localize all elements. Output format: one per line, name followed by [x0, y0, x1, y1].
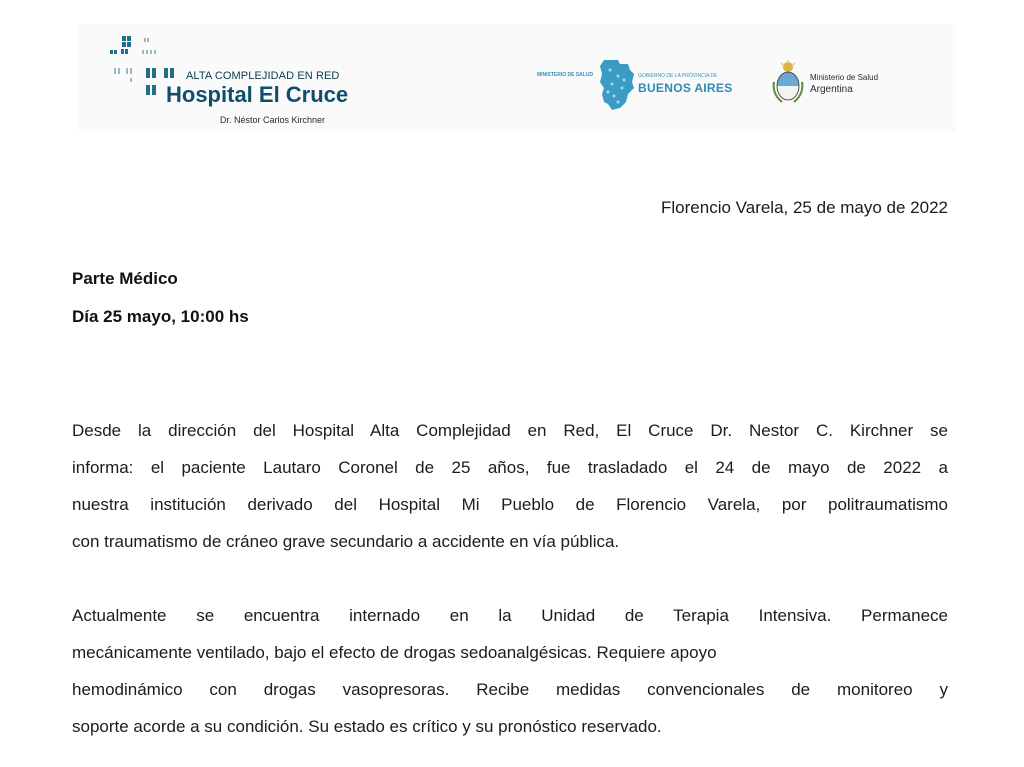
paragraph-admission	[72, 412, 948, 560]
hospital-name: Hospital El Cruce	[166, 82, 349, 107]
paragraph-line: hemodinámico con drogas vasopresoras. Recibe medidas convencionales de monitoreo y	[72, 680, 948, 699]
nation-country: Argentina	[810, 84, 853, 95]
letter-date: Florencio Varela, 25 de mayo de 2022	[661, 198, 948, 217]
letter-subtitle: Día 25 mayo, 10:00 hs	[72, 307, 249, 326]
hospital-dedication: Dr. Néstor Carlos Kirchner	[220, 115, 326, 125]
paragraph-line: Desde la dirección del Hospital Alta Complejidad en Red, El Cruce Dr. Nestor C. Kirchner se	[72, 421, 948, 440]
paragraph-line: mecánicamente ventilado, bajo el efecto de drogas sedoanalgésicas. Requiere apoyo	[72, 643, 717, 662]
paragraph-line: con traumatismo de cráneo grave secundario a accidente en vía pública.	[72, 532, 620, 551]
paragraph-line: soporte acorde a su condición. Su estado es crítico y su pronóstico reservado.	[72, 717, 662, 736]
province-name: BUENOS AIRES	[638, 81, 733, 95]
letter-title: Parte Médico	[72, 269, 178, 288]
hospital-logo	[104, 30, 374, 130]
province-government: GOBIERNO DE LA PROVINCIA DE	[638, 73, 718, 79]
paragraph-line: nuestra institución derivado del Hospital Mi Pueblo de Florencio Varela, por politraumatismo	[72, 495, 948, 514]
paragraph-condition	[72, 597, 948, 745]
nation-ministry: Ministerio de Salud	[810, 73, 879, 82]
buenos-aires-map-icon	[598, 58, 636, 112]
paragraph-line: Actualmente se encuentra internado en la Unidad de Terapia Intensiva. Permanece	[72, 606, 948, 625]
province-ministry: MINISTERIO DE SALUD	[536, 72, 594, 78]
argentina-coat-of-arms-icon	[772, 60, 804, 106]
province-logo	[536, 58, 748, 112]
paragraph-line: informa: el paciente Lautaro Coronel de 25 años, fue trasladado el 24 de mayo de 2022 a	[72, 458, 948, 477]
hospital-tagline: ALTA COMPLEJIDAD EN RED	[186, 70, 340, 82]
nation-logo	[772, 60, 902, 110]
